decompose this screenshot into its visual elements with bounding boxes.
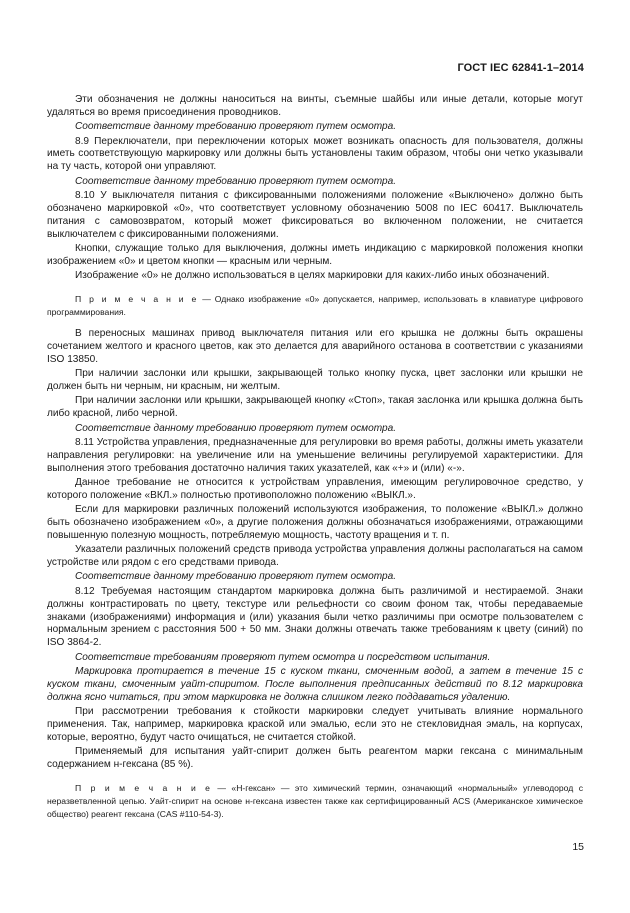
note-paragraph bbox=[47, 782, 583, 821]
body-paragraph: Эти обозначения не должны наноситься на винты, съемные шайбы или иные детали, которые могут удаляться во время присоединения проводников. bbox=[47, 94, 583, 118]
compliance-statement: Соответствие данному требованию проверяют путем осмотра. bbox=[75, 121, 397, 133]
compliance-statement: Маркировка протирается в течение 15 с куском ткани, смоченным водой, а затем в течение 15 с куском ткани, смоченным уайт-спиритом. После выполнения предписанных действий по 8.12 маркировка должна ясно читаться, при этом маркировка не должна слишком легко поддаваться удалению. bbox=[47, 665, 583, 703]
note-text: — «Н-гексан» — это химический термин, означающий «нормальный» углеводород с неразветвленной цепью. Уайт-спирит на основе н-гексана известен также как сертифицированный ACS (Американское химическое общество) реагент гексана (CAS #110-54-3). bbox=[47, 783, 584, 820]
body-paragraph: При наличии заслонки или крышки, закрывающей кнопку «Стоп», такая заслонка или крышка должна быть либо красной, либо черной. bbox=[47, 395, 583, 420]
body-paragraph: Данное требование не относится к устройствам управления, имеющим регулировочное средство, у которого положение «ВКЛ.» полностью противоположно положению «ВЫКЛ.». bbox=[47, 476, 583, 501]
body-paragraph: Изображение «0» не должно использоваться в целях маркировки для каких-либо иных обозначений. bbox=[75, 270, 550, 282]
compliance-statement: Соответствие требованиям проверяют путем осмотра и посредством испытания. bbox=[75, 651, 491, 663]
body-paragraph: Применяемый для испытания уайт-спирит должен быть реагентом марки гексана с минимальным содержанием н-гексана (85 %). bbox=[47, 746, 583, 771]
note-label: П р и м е ч а н и е bbox=[75, 294, 199, 305]
body-paragraph: При наличии заслонки или крышки, закрывающей только кнопку пуска, цвет заслонки или крышки не должен быть ни черным, ни красным, ни желтым. bbox=[47, 368, 583, 393]
body-paragraph: 8.12 Требуемая настоящим стандартом маркировка должна быть различимой и нестираемой. Знаки должны контрастировать по цвету, текстуре или рельефности со своим фоном так, чтобы передаваемые знаками (изображениями) информация и (или) указания были четко различимы при осмотре пользователем с нормальным зрением с расстояния 500 + 50 мм. Знаки должны отвечать также требованиям к цвету (синий) по ISO 3864-2. bbox=[47, 585, 583, 649]
body-paragraph: Указатели различных положений средств привода устройства управления должны располагаться на самом устройстве или рядом с его средствами привода. bbox=[47, 544, 583, 569]
standard-header: ГОСТ IEC 62841-1–2014 bbox=[457, 62, 584, 74]
note-text: — Однако изображение «0» допускается, например, использовать в клавиатуре цифрового программирования. bbox=[47, 294, 584, 318]
body-paragraph: В переносных машинах привод выключателя питания или его крышка не должны быть окрашены сочетанием желтого и красного цветов, как это делается для аварийного останова в соответствии с указаниями ISO 13850. bbox=[47, 328, 583, 365]
body-paragraph: Если для маркировки различных положений используются изображения, то положение «ВЫКЛ.» должно быть обозначено изображением «0», а другие положения должны обозначаться изображениями, отражающими повышенную полезную мощность, потребляемую мощность, частоту вращения и т. п. bbox=[47, 504, 583, 541]
body-paragraph: При рассмотрении требования к стойкости маркировки следует учитывать влияние нормального применения. Так, например, маркировка краской или эмалью, если это не стекловидная эмаль, на корпусах, которые, вероятно, будут часто очищаться, не считается стойкой. bbox=[47, 706, 583, 743]
body-paragraph: 8.11 Устройства управления, предназначенные для регулировки во время работы, должны иметь указатели направления регулировки: на увеличение или на уменьшение величины регулируемой характеристики. Для выполнения этого требования достаточно наличия таких указателей, как «+» и (или) «-». bbox=[47, 436, 583, 474]
document-body bbox=[47, 94, 583, 822]
page-number: 15 bbox=[572, 841, 584, 853]
body-paragraph: Кнопки, служащие только для выключения, должны иметь индикацию с маркировкой положения кнопки изображением «0» и цветом кнопки — красным или черным. bbox=[47, 242, 583, 267]
compliance-statement: Соответствие данному требованию проверяют путем осмотра. bbox=[75, 571, 397, 583]
compliance-statement: Соответствие данному требованию проверяют путем осмотра. bbox=[75, 175, 397, 187]
note-label: П р и м е ч а н и е bbox=[75, 783, 212, 794]
body-paragraph: 8.9 Переключатели, при переключении которых может возникать опасность для пользователя, должны иметь соответствующую маркировку или должны быть установлены таким образом, чтобы они четко указывали на ту часть, которой они управляют. bbox=[47, 135, 583, 173]
note-paragraph bbox=[47, 293, 583, 319]
body-paragraph: 8.10 У выключателя питания с фиксированными положениями положение «Выключено» должно быть обозначено маркировкой «0», что соответствует условному обозначению 5008 по IEC 60417. Выключатель питания с самовозвратом, который может фиксироваться во включенном положении, не считается выключателем с фиксированными положениями. bbox=[47, 189, 583, 240]
compliance-statement: Соответствие данному требованию проверяют путем осмотра. bbox=[75, 422, 397, 434]
